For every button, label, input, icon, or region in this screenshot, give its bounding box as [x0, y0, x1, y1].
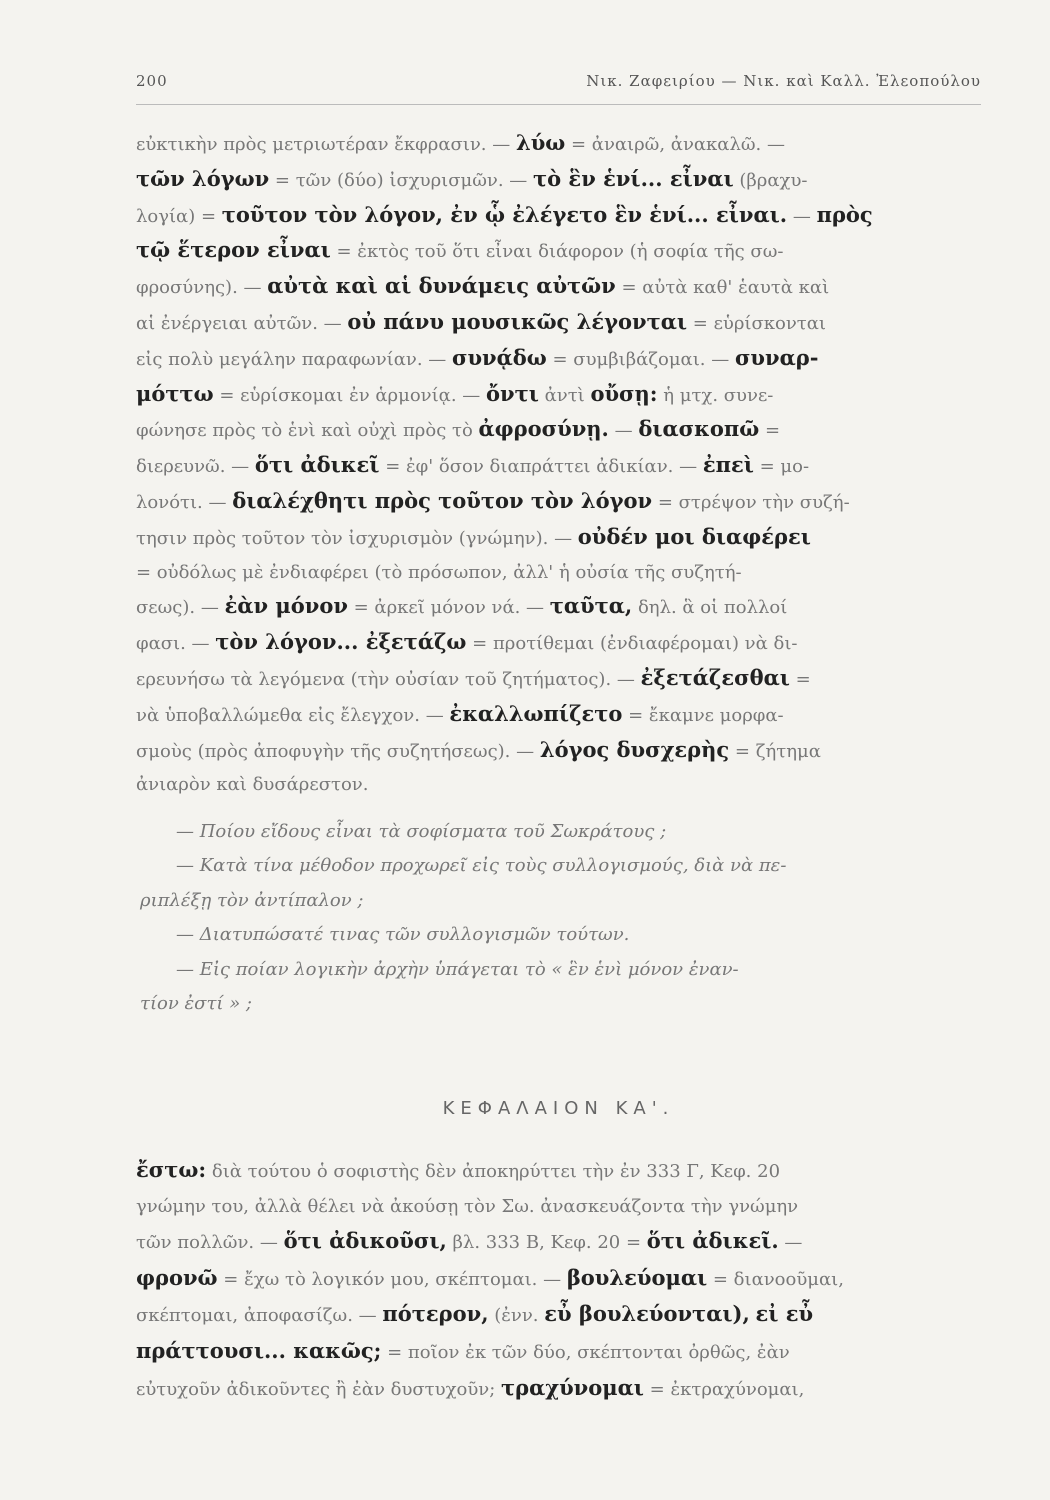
gloss-text: εἰς πολὺ μεγάλην παραφωνίαν. —: [136, 348, 452, 370]
gloss-text: αἱ ἐνέργειαι αὐτῶν. —: [136, 312, 348, 334]
lemma-term: τοῦτον τὸν λόγον, ἐν ᾧ ἐλέγετο ἓν ἑνί... εἶναι.: [221, 201, 788, 227]
gloss-text: γνώμην του, ἀλλὰ θέλει νὰ ἀκούσῃ τὸν Σω. ἀνασκευάζοντα τὴν γνώμην: [136, 1195, 799, 1217]
lemma-term: ἔστω:: [136, 1157, 207, 1182]
gloss-text: δηλ. ἃ οἱ πολλοί: [632, 597, 788, 619]
page-number: 200: [136, 72, 168, 90]
gloss-text: = ἐφ' ὅσον διαπράττει ἀδικίαν. —: [379, 456, 703, 478]
gloss-text: = ποῖον ἐκ τῶν δύο, σκέπτονται ὀρθῶς, ἐὰν: [381, 1341, 790, 1363]
question-line: — Εἰς ποίαν λογικὴν ἀρχὴν ὑπάγεται τὸ « ἓν ἑνὶ μόνον ἐναν-: [176, 958, 739, 980]
chapter-commentary: [136, 1153, 981, 1407]
lemma-term: εὖ βουλεύονται),: [544, 1301, 750, 1327]
lemma-term: μόττω: [136, 380, 214, 406]
text-line: [136, 733, 981, 769]
gloss-text: τησιν πρὸς τοῦτον τὸν ἰσχυρισμὸν (γνώμην). —: [136, 527, 578, 549]
gloss-text: σμοὺς (πρὸς ἀποφυγὴν τῆς συζητήσεως). —: [136, 740, 540, 762]
gloss-text: εὐκτικὴν πρὸς μετριωτέραν ἔκφρασιν. —: [136, 134, 516, 155]
gloss-text: φασι. —: [136, 633, 216, 655]
question-line: ριπλέξῃ τὸν ἀντίπαλον ;: [140, 889, 364, 911]
text-line: [136, 448, 981, 484]
gloss-text: = ἐκτὸς τοῦ ὅτι εἶναι διάφορον (ἡ σοφία τῆς σω-: [330, 241, 784, 263]
text-line: [136, 625, 981, 661]
gloss-text: =: [789, 668, 811, 690]
lemma-term: ἐκαλλωπίζετο: [449, 700, 623, 726]
header-rule: [136, 104, 981, 105]
lemma-term: οὔσῃ:: [590, 380, 658, 406]
gloss-text: ἀνιαρὸν καὶ δυσάρεστον.: [136, 774, 369, 796]
gloss-text: εὐτυχοῦν ἀδικοῦντες ἢ ἐὰν δυστυχοῦν;: [136, 1378, 501, 1400]
gloss-text: —: [778, 1232, 803, 1254]
text-line: [136, 1297, 981, 1334]
gloss-text: τῶν πολλῶν. —: [136, 1232, 284, 1254]
lemma-term: ἐπεὶ: [702, 452, 754, 478]
text-line: [136, 1153, 981, 1190]
lemma-term: τραχύνομαι: [501, 1374, 644, 1400]
gloss-text: λογία) =: [136, 205, 222, 227]
text-line: [136, 305, 981, 341]
text-line: [136, 341, 981, 377]
page-header: [136, 72, 981, 90]
gloss-text: —: [787, 205, 817, 227]
gloss-text: νὰ ὑποβαλλώμεθα εἰς ἔλεγχον. —: [136, 704, 450, 726]
gloss-text: διὰ τούτου ὁ σοφιστὴς δὲν ἀποκηρύττει τὴν ἐν 333 Γ, Κεφ. 20: [206, 1161, 781, 1182]
lemma-term: λύω: [515, 130, 566, 155]
lemma-term: οὐδέν μοι διαφέρει: [577, 523, 811, 549]
text-line: [136, 697, 981, 733]
gloss-text: ἀντὶ: [538, 384, 591, 406]
text-line: [136, 126, 981, 162]
text-line: [136, 484, 981, 520]
chapter-heading: ΚΕΦΑΛΑΙΟΝ ΚΑ'.: [442, 1098, 675, 1119]
gloss-text: = ζήτημα: [729, 740, 821, 762]
gloss-text: = εὑρίσκονται: [687, 312, 826, 334]
review-questions: [136, 815, 981, 1021]
gloss-text: —: [608, 420, 639, 442]
lemma-term: ἀφροσύνῃ.: [478, 416, 609, 442]
gloss-text: διερευνῶ. —: [136, 456, 255, 478]
text-line: [136, 162, 981, 198]
text-line: [136, 768, 981, 802]
gloss-text: ερευνήσω τὰ λεγόμενα (τὴν οὐσίαν τοῦ ζητήματος). —: [136, 668, 641, 690]
gloss-text: = ἐκτραχύνομαι,: [643, 1378, 805, 1400]
text-line: [136, 661, 981, 697]
commentary-paragraph: [136, 126, 981, 802]
gloss-text: = οὐδόλως μὲ ἐνδιαφέρει (τὸ πρόσωπον, ἀλλ' ἡ οὐσία τῆς συζητή-: [136, 561, 742, 583]
text-line: [136, 556, 981, 590]
lemma-term: διαλέχθητι πρὸς τοῦτον τὸν λόγον: [232, 487, 653, 513]
gloss-text: = ἀναιρῶ, ἀνακαλῶ. —: [565, 134, 785, 155]
lemma-term: τὸ ἓν ἑνί... εἶναι: [532, 165, 734, 191]
gloss-text: = ἔχω τὸ λογικόν μου, σκέπτομαι. —: [217, 1268, 567, 1290]
gloss-text: =: [759, 420, 781, 442]
lemma-term: συνᾴδω: [451, 344, 547, 370]
text-line: [136, 520, 981, 556]
lemma-term: φρονῶ: [136, 1264, 218, 1290]
gloss-text: ἡ μτχ. συνε-: [657, 384, 774, 406]
gloss-text: = ἔκαμνε μορφα-: [622, 704, 784, 726]
gloss-text: = συμβιβάζομαι. —: [546, 348, 735, 370]
text-line: [136, 233, 981, 269]
lemma-term: ἐξετάζεσθαι: [640, 664, 790, 690]
gloss-text: φώνησε πρὸς τὸ ἑνὶ καὶ οὐχὶ πρὸς τὸ: [136, 420, 479, 442]
gloss-text: = προτίθεμαι (ἐνδιαφέρομαι) νὰ δι-: [466, 633, 798, 655]
text-line: [136, 1334, 981, 1371]
lemma-term: αὐτὰ καὶ αἱ δυνάμεις αὐτῶν: [267, 273, 616, 299]
lemma-term: τῷ ἕτερον εἶναι: [136, 237, 331, 263]
running-title: Νικ. Ζαφειρίου — Νικ. καὶ Καλλ. Ἐλεοπούλου: [586, 72, 981, 90]
gloss-text: = ἀρκεῖ μόνον νά. —: [347, 597, 550, 619]
gloss-text: φροσύνης). —: [136, 277, 268, 299]
lemma-term: οὐ πάνυ μουσικῶς λέγονται: [347, 308, 688, 334]
lemma-term: πρὸς: [816, 201, 873, 227]
text-line: [136, 1224, 981, 1261]
lemma-term: ταῦτα,: [549, 593, 633, 619]
text-line: [136, 589, 981, 625]
text-line: [136, 198, 981, 234]
question-line: — Διατυπώσατέ τινας τῶν συλλογισμῶν τούτων.: [176, 924, 630, 946]
lemma-term: πότερον,: [382, 1301, 489, 1327]
lemma-term: ὄντι: [486, 380, 539, 406]
gloss-text: = στρέψον τὴν συζή-: [652, 491, 850, 513]
gloss-text: σεως). —: [136, 597, 225, 619]
lemma-term: ὅτι ἀδικοῦσι,: [283, 1228, 447, 1254]
lemma-term: εἰ εὖ: [755, 1301, 814, 1327]
gloss-text: = τῶν (δύο) ἰσχυρισμῶν. —: [269, 169, 533, 191]
gloss-text: (βραχυ-: [733, 169, 808, 191]
gloss-text: = διανοοῦμαι,: [707, 1268, 844, 1290]
question-line: τίον ἐστί » ;: [140, 993, 252, 1015]
gloss-text: (ἐνν.: [488, 1305, 545, 1327]
gloss-text: σκέπτομαι, ἀποφασίζω. —: [136, 1305, 383, 1327]
gloss-text: = μο-: [753, 456, 810, 478]
text-line: [136, 412, 981, 448]
lemma-term: τῶν λόγων: [136, 165, 270, 191]
gloss-text: = εὑρίσκομαι ἐν ἁρμονίᾳ. —: [213, 384, 486, 406]
question-line: — Κατὰ τίνα μέθοδον προχωρεῖ εἰς τοὺς συλλογισμούς, διὰ νὰ πε-: [176, 855, 787, 877]
text-line: [136, 377, 981, 413]
lemma-term: διασκοπῶ: [638, 416, 760, 442]
lemma-term: συναρ-: [734, 344, 819, 370]
text-line: [136, 1190, 981, 1225]
lemma-term: τὸν λόγον... ἐξετάζω: [215, 629, 467, 655]
lemma-term: λόγος δυσχερὴς: [539, 736, 730, 762]
gloss-text: = αὐτὰ καθ' ἑαυτὰ καὶ: [615, 277, 830, 299]
gloss-text: βλ. 333 Β, Κεφ. 20 =: [446, 1232, 647, 1254]
lemma-term: πράττουσι... κακῶς;: [136, 1337, 382, 1363]
gloss-text: λονότι. —: [136, 491, 233, 513]
lemma-term: ὅτι ἀδικεῖ: [254, 452, 380, 478]
lemma-term: ἐὰν μόνον: [224, 593, 348, 619]
lemma-term: ὅτι ἀδικεῖ.: [646, 1228, 779, 1254]
text-line: [136, 1371, 981, 1408]
question-line: — Ποίου εἴδους εἶναι τὰ σοφίσματα τοῦ Σωκράτους ;: [176, 821, 667, 842]
text-line: [136, 1261, 981, 1298]
text-line: [136, 269, 981, 305]
lemma-term: βουλεύομαι: [566, 1264, 708, 1290]
